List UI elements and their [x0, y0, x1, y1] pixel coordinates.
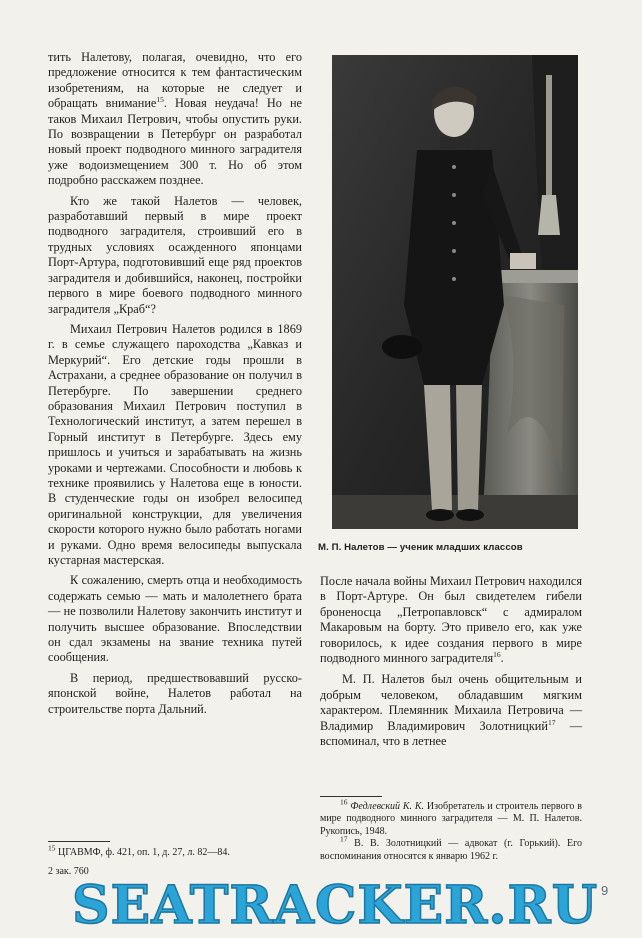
left-text-column: [48, 50, 302, 717]
portrait-photo: [332, 55, 578, 529]
photo-caption: М. П. Налетов — ученик младших классов: [318, 542, 523, 553]
footnotes-right: [320, 797, 582, 863]
footnote-ref: 16: [493, 649, 501, 659]
footnote: $^{17}$ В. В. Золотницкий — адвокат (г. Горький). Его воспоминания относятся к январю 1962 г.: [320, 834, 582, 862]
footnotes-left: [48, 843, 306, 878]
footnote-ref: 17: [547, 717, 556, 727]
footnote: $^{16}$ Федлевский К. К. Изобретатель и строитель первого в мире подводного минного заградителя — М. П. Налетов. Рукопись, 1948.: [320, 797, 582, 837]
footnote-signature: 2 зак. 760: [48, 866, 89, 877]
paragraph: В период, предшествовавший русско-японской войне, Налетов работал на строительстве порта Дальний.: [48, 670, 302, 716]
footnote-ref: 15: [156, 95, 164, 105]
paragraph: М. П. Налетов был очень общительным и добрым человеком, обладавшим мягким характером. Племянник Михаила Петровича — Владимир Владимирович Золотницкий$^{17}$ — вспоминал, что в летнее: [320, 672, 583, 749]
portrait-image: [332, 55, 578, 529]
footnote-divider: [48, 841, 110, 842]
footnote: $^{15}$ ЦГАВМФ, ф. 421, оп. 1, д. 27, л. 82—84.: [48, 843, 230, 858]
paragraph: Кто же такой Налетов — человек, разработавший первый в мире проект подводного заградителя, строивший его в трудных условиях осажденного японцами Порт-Артура, подготовивший еще ряд проектов заградителя и добившийся, наконец, постройки первого в мире боевого подводного минного заградителя „Краб“?: [48, 193, 302, 316]
watermark-logo: SEATRACKER.RU: [72, 875, 599, 936]
paragraph: К сожалению, смерть отца и необходимость содержать семью — мать и малолетнего брата — не позволили Налетову закончить институт и получить высшее образование. Впоследствии он сдал экзамены на звание техника путей сообщения.: [48, 573, 302, 665]
paragraph: Михаил Петрович Налетов родился в 1869 г. в семье служащего пароходства „Кавказ и Меркурий“. Его детские годы прошли в Астрахани, а среднее образование он получил в Петербурге. По завершении среднего образования Михаил Петрович поступил в Технологический институт, а затем перешел в Горный институт в Петербурге. Здесь ему пришлось и учиться и зарабатывать на жизнь уроками и чертежами. Способности и любовь к технике проявились у Налетова еще в юности. В студенческие годы он изобрел велосипед оригинальной конструкции, для увеличения скорости которого нужно было работать ногами и руками. Одно время велосипеды выпускала кустарная мастерская.: [48, 321, 302, 567]
footnote-divider: [320, 796, 382, 797]
page-number: 9: [601, 883, 609, 898]
paragraph: После начала войны Михаил Петрович находился в Порт-Артуре. Он был свидетелем гибели броненосца „Петропавловск“ с адмиралом Макаровым на борту. Это привело его, как уже говорилось, к идее создания первого в мире подводного минного заградителя$^{16}$.: [320, 574, 582, 666]
paragraph: тить Налетову, полагая, очевидно, что его предложение относится к тем фантастическим изобретениям, на которые не следует и обращать внимание$^{15}$. Новая неудача! Но не таков Михаил Петрович, чтобы опустить руки. По возвращении в Петербург он разработал новый проект подводного минного заградителя уже водоизмещением 300 т. Но об этом подробно расскажем позднее.: [48, 50, 302, 188]
right-text-column: [320, 574, 582, 749]
